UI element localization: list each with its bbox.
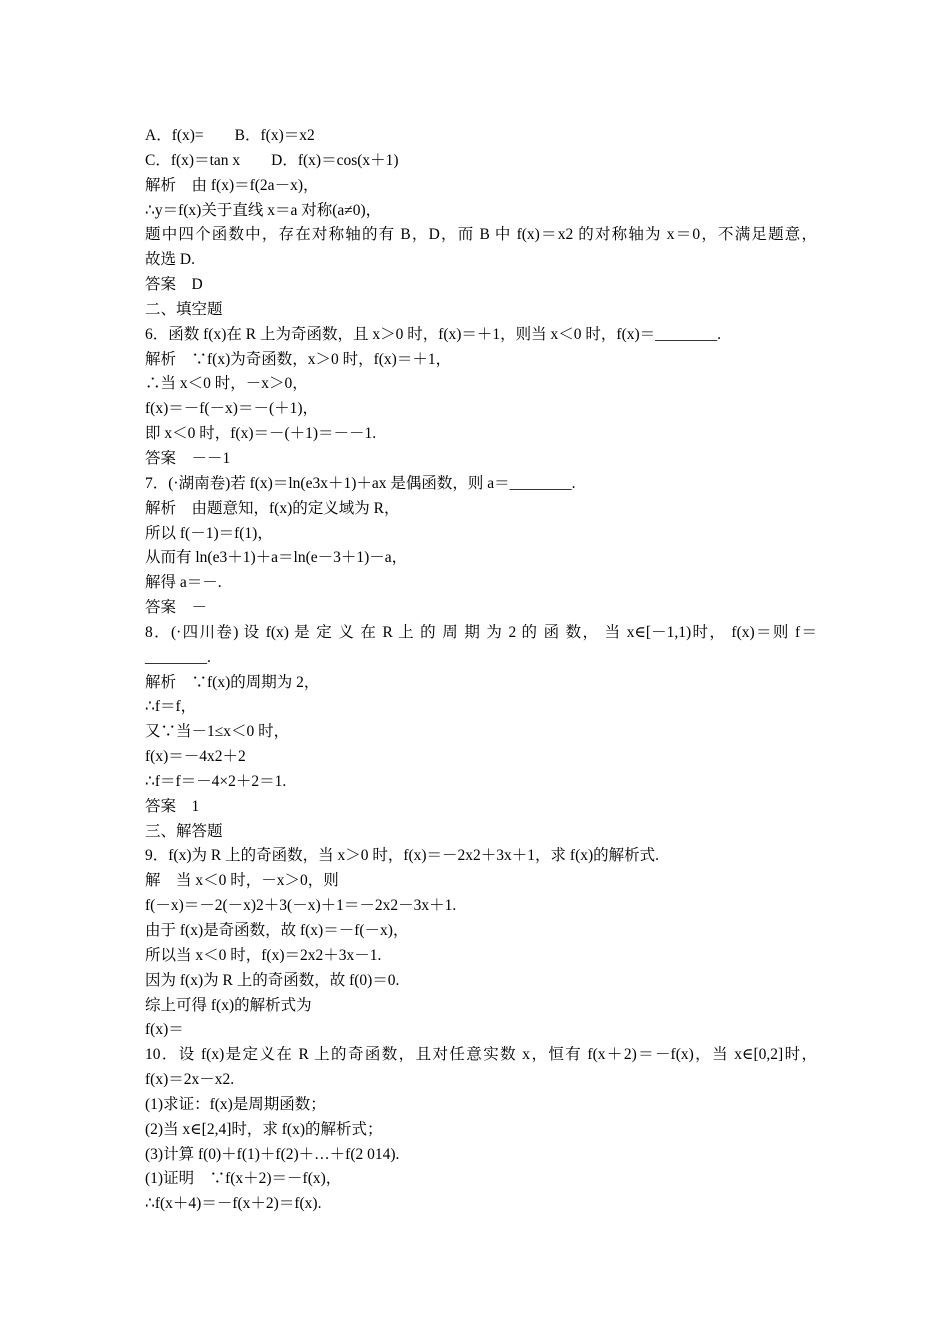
question-8: 8．(·四川卷) 设 f(x) 是 定 义 在 R 上 的 周 期 为 2 的 函 数， 当 x∈[－1,1)时， f(x)＝则 f＝ <box>145 623 817 641</box>
solution-line: 解 当 x＜0 时，－x＞0，则 <box>145 872 339 890</box>
analysis-line: 解析 ∵f(x)为奇函数，x＞0 时，f(x)＝＋1， <box>145 350 452 368</box>
question-6: 6．函数 f(x)在 R 上为奇函数，且 x＞0 时，f(x)＝＋1，则当 x＜0 时，f(x)＝________. <box>145 325 722 343</box>
analysis-line: f(x)＝－f(－x)＝－(＋1)， <box>145 400 319 418</box>
section-heading-fill-in: 二、填空题 <box>145 300 223 318</box>
question-10: 10．设 f(x)是定义在 R 上的奇函数，且对任意实数 x，恒有 f(x＋2)＝－f(x)，当 x∈[0,2]时， <box>145 1046 817 1064</box>
option-line-a-b: A．f(x)= B．f(x)＝x2 <box>145 127 315 144</box>
proof-line: (1)证明 ∵f(x＋2)＝－f(x)， <box>145 1170 342 1188</box>
proof-line: ∴f(x＋4)＝－f(x＋2)＝f(x). <box>145 1195 322 1213</box>
question-9: 9．f(x)为 R 上的奇函数，当 x＞0 时，f(x)＝－2x2＋3x＋1，求 f(x)的解析式. <box>145 847 660 865</box>
solution-line: f(x)＝ <box>145 1021 184 1039</box>
analysis-line: 解得 a＝－. <box>145 574 222 592</box>
analysis-line: 解析 由题意知，f(x)的定义域为 R， <box>145 499 400 517</box>
question-7: 7．(·湖南卷)若 f(x)＝ln(e3x＋1)＋ax 是偶函数，则 a＝________. <box>145 474 576 492</box>
analysis-line: f(x)＝－4x2＋2 <box>145 748 246 766</box>
answer-line: 答案 －－1 <box>145 449 231 467</box>
document-body <box>145 124 817 1217</box>
analysis-line: 故选 D. <box>145 251 195 269</box>
answer-line: 答案 － <box>145 599 208 617</box>
answer-line: 答案 1 <box>145 797 200 815</box>
analysis-line: 解析 由 f(x)＝f(2a－x)， <box>145 176 319 194</box>
question-10-part-2: (2)当 x∈[2,4]时，求 f(x)的解析式； <box>145 1120 383 1138</box>
question-8-blank: ________. <box>145 648 211 666</box>
analysis-line: 又∵当－1≤x＜0 时， <box>145 723 290 741</box>
section-heading-solve: 三、解答题 <box>145 822 223 840</box>
analysis-line: 即 x＜0 时，f(x)＝－(＋1)＝－－1. <box>145 425 377 443</box>
question-10-part-1: (1)求证：f(x)是周期函数； <box>145 1095 326 1113</box>
solution-line: 因为 f(x)为 R 上的奇函数，故 f(0)＝0. <box>145 971 400 989</box>
analysis-line: ∴f＝f＝－4×2＋2＝1. <box>145 772 287 790</box>
question-10-part-3: (3)计算 f(0)＋f(1)＋f(2)＋…＋f(2 014). <box>145 1145 400 1163</box>
analysis-line: ∴y＝f(x)关于直线 x＝a 对称(a≠0)， <box>145 201 382 219</box>
question-10: f(x)＝2x－x2. <box>145 1071 235 1089</box>
analysis-line: 解析 ∵f(x)的周期为 2， <box>145 673 320 691</box>
answer-line: 答案 D <box>145 276 203 294</box>
analysis-line: 所以 f(－1)＝f(1)， <box>145 524 273 542</box>
solution-line: 综上可得 f(x)的解析式为 <box>145 996 312 1014</box>
solution-line: 所以当 x＜0 时，f(x)＝2x2＋3x－1. <box>145 946 382 964</box>
analysis-line: ∴f＝f， <box>145 698 197 716</box>
analysis-line: 从而有 ln(e3＋1)＋a＝ln(e－3＋1)－a， <box>145 549 408 567</box>
analysis-line: 题中四个函数中，存在对称轴的有 B，D，而 B 中 f(x)＝x2 的对称轴为 x＝0，不满足题意， <box>145 226 817 244</box>
solution-line: f(－x)＝－2(－x)2＋3(－x)＋1＝－2x2－3x＋1. <box>145 897 457 915</box>
solution-line: 由于 f(x)是奇函数，故 f(x)＝－f(－x)， <box>145 922 409 939</box>
analysis-line: ∴当 x＜0 时，－x＞0， <box>145 375 308 393</box>
option-line-c-d: C．f(x)＝tan x D．f(x)＝cos(x＋1) <box>145 151 399 169</box>
